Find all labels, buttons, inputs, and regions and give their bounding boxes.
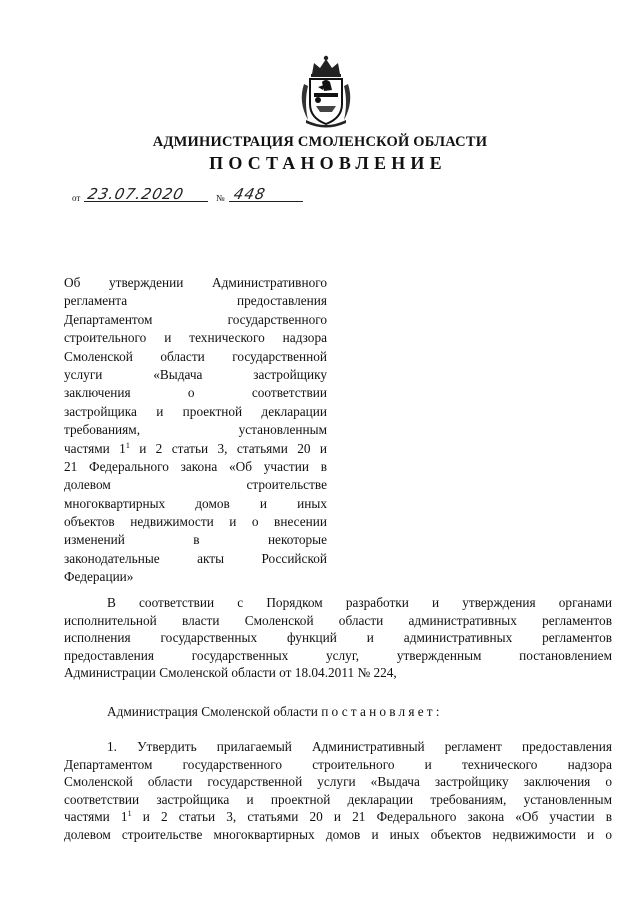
title-line: услуги «Выдача застройщику xyxy=(64,366,327,382)
title-line: Смоленской области государственной xyxy=(64,348,327,364)
title-line: регламента предоставления xyxy=(64,293,327,309)
date-underline xyxy=(84,201,208,202)
title-line: изменений в некоторые xyxy=(64,532,327,548)
paragraph-line-text: частями 1 xyxy=(64,809,128,825)
organization-name: АДМИНИСТРАЦИЯ СМОЛЕНСКОЙ ОБЛАСТИ xyxy=(152,134,488,150)
paragraph-line: предоставления государственных услуг, утвержденным постановлением xyxy=(64,647,612,663)
title-line: долевом строительстве xyxy=(64,477,327,493)
paragraph-line xyxy=(64,808,612,826)
number-underline xyxy=(229,201,303,202)
paragraph-line: долевом строительстве многоквартирных домов и иных объектов недвижимости и о xyxy=(64,826,612,842)
title-line-text: частями 1 xyxy=(64,440,126,456)
title-line: заключения о соответствии xyxy=(64,385,327,401)
smolensk-coat-of-arms-icon xyxy=(296,54,356,128)
paragraph-line: В соответствии с Порядком разработки и утверждения органами xyxy=(107,595,612,610)
date-prefix: от xyxy=(72,193,81,203)
decree-verb: постановляет: xyxy=(321,704,443,719)
title-line: многоквартирных домов и иных xyxy=(64,495,327,511)
title-line: застройщика и проектной декларации xyxy=(64,403,327,419)
title-line-text: и 2 статьи 3, статьями 20 и xyxy=(129,440,327,456)
decree-prefix: Администрация Смоленской области xyxy=(107,704,318,719)
title-line: требованиям, установленным xyxy=(64,422,327,438)
title-line: 21 Федерального закона «Об участии в xyxy=(64,458,327,474)
number-prefix: № xyxy=(216,193,225,203)
number-value: 448 xyxy=(232,185,268,203)
paragraph-line: соответствии застройщика и проектной декларации требованиям, установленным xyxy=(64,791,612,807)
superscript: 1 xyxy=(127,809,132,819)
superscript: 1 xyxy=(125,440,130,450)
title-line: Федерации» xyxy=(64,569,134,585)
paragraph-line: 1. Утвердить прилагаемый Административный регламент предоставления xyxy=(107,739,612,754)
decree-statement xyxy=(107,704,443,720)
paragraph-line-text: и 2 статьи 3, статьями 20 и 21 Федерального закона «Об участии в xyxy=(131,809,613,825)
paragraph-line: Смоленской области государственной услуги «Выдача застройщику заключения о xyxy=(64,774,612,790)
preamble-paragraph xyxy=(64,594,612,682)
paragraph-line: исполнительной власти Смоленской области административных регламентов xyxy=(64,612,612,628)
title-line: Об утверждении Административного xyxy=(64,275,327,290)
paragraph-line: Администрации Смоленской области от 18.04.2011 № 224, xyxy=(64,665,397,681)
title-line: законодательные акты Российской xyxy=(64,550,327,566)
paragraph-line: исполнения государственных функций и административных регламентов xyxy=(64,630,612,646)
document-type-heading: ПОСТАНОВЛЕНИЕ xyxy=(209,153,447,173)
title-line: объектов недвижимости и о внесении xyxy=(64,514,327,530)
title-line: Департаментом государственного xyxy=(64,311,327,327)
item-1-paragraph xyxy=(64,738,612,844)
date-value: 23.07.2020 xyxy=(86,185,186,203)
title-line xyxy=(64,440,327,458)
document-title xyxy=(64,274,327,587)
title-line: строительного и технического надзора xyxy=(64,330,327,346)
paragraph-line: Департаментом государственного строительного и технического надзора xyxy=(64,756,612,772)
